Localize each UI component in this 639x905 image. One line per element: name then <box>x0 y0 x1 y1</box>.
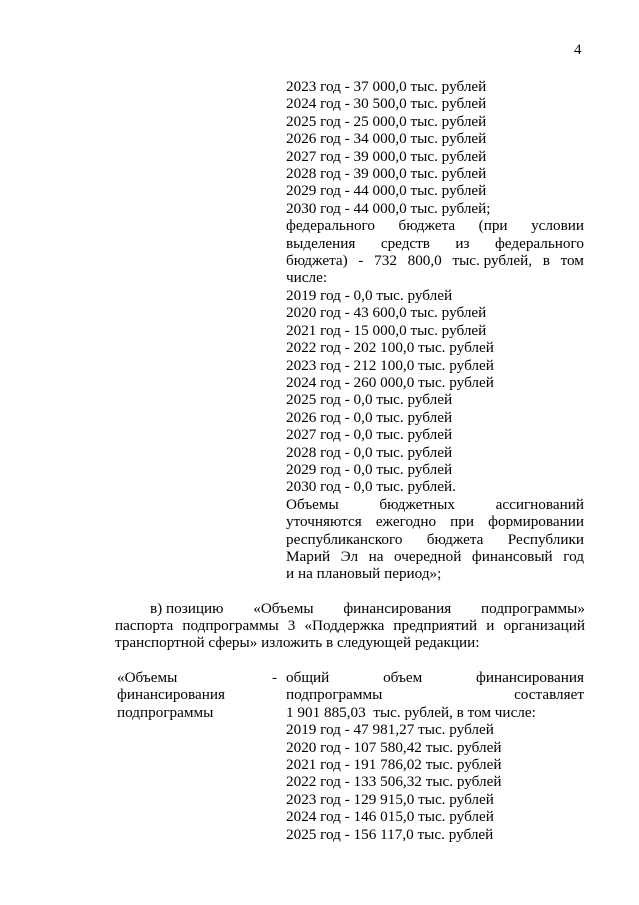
list-item: 2021 год - 191 786,02 тыс. рублей <box>286 756 502 774</box>
list-item: 2019 год - 0,0 тыс. рублей <box>286 286 453 304</box>
list-item: 2026 год - 0,0 тыс. рублей <box>286 408 453 426</box>
page-number: 4 <box>574 42 582 58</box>
paragraph-line: в) позицию «Объемы финансирования подпрограммы» <box>150 600 585 617</box>
list-item: 2025 год - 25 000,0 тыс. рублей <box>286 112 487 130</box>
federal-budget-line: федерального бюджета (при условии <box>286 217 584 235</box>
label-dash: - <box>271 669 277 686</box>
list-item: 2030 год - 44 000,0 тыс. рублей; <box>286 199 491 217</box>
list-item: 2024 год - 146 015,0 тыс. рублей <box>286 808 494 826</box>
note-line: Марий Эл на очередной финансовый год <box>286 547 584 565</box>
list-item: 2027 год - 0,0 тыс. рублей <box>286 426 453 444</box>
list-item: 2024 год - 30 500,0 тыс. рублей <box>286 95 487 113</box>
list-item: 2025 год - 0,0 тыс. рублей <box>286 391 453 409</box>
funding-details-column <box>286 78 584 583</box>
list-item: 2030 год - 0,0 тыс. рублей. <box>286 478 456 496</box>
list-item: 2021 год - 15 000,0 тыс. рублей <box>286 321 487 339</box>
list-item: 2029 год - 44 000,0 тыс. рублей <box>286 182 487 200</box>
note-line: и на плановый период»; <box>286 565 442 583</box>
federal-budget-line: выделения средств из федерального <box>286 234 584 252</box>
list-item: 2019 год - 47 981,27 тыс. рублей <box>286 721 494 739</box>
position-label: «Объемы - финансирования подпрограммы <box>117 669 277 721</box>
volume-line: 1 901 885,03 тыс. рублей, в том числе: <box>286 703 536 721</box>
paragraph-line: паспорта подпрограммы 3 «Поддержка предприятий и организаций <box>115 617 585 634</box>
volume-line: общий объем финансирования <box>286 669 584 686</box>
list-item: 2023 год - 37 000,0 тыс. рублей <box>286 78 487 95</box>
federal-budget-line: числе: <box>286 269 328 287</box>
note-line: республиканского бюджета Республики <box>286 530 584 548</box>
list-item: 2024 год - 260 000,0 тыс. рублей <box>286 373 494 391</box>
list-item: 2022 год - 202 100,0 тыс. рублей <box>286 339 494 357</box>
list-item: 2020 год - 43 600,0 тыс. рублей <box>286 304 487 322</box>
list-item: 2020 год - 107 580,42 тыс. рублей <box>286 738 502 756</box>
list-item: 2028 год - 39 000,0 тыс. рублей <box>286 165 487 183</box>
list-item: 2023 год - 129 915,0 тыс. рублей <box>286 790 494 808</box>
list-item: 2028 год - 0,0 тыс. рублей <box>286 443 453 461</box>
note-line: уточняются ежегодно при формировании <box>286 513 584 531</box>
federal-budget-line: бюджета) - 732 800,0 тыс. рублей, в том <box>286 252 584 270</box>
paragraph-line: транспортной сферы» изложить в следующей редакции: <box>115 634 480 651</box>
volume-line: подпрограммы составляет <box>286 686 584 704</box>
list-item: 2027 год - 39 000,0 тыс. рублей <box>286 147 487 165</box>
list-item: 2025 год - 156 117,0 тыс. рублей <box>286 825 494 843</box>
list-item: 2023 год - 212 100,0 тыс. рублей <box>286 356 494 374</box>
note-line: Объемы бюджетных ассигнований <box>286 495 584 513</box>
funding-volume-column <box>286 669 584 843</box>
list-item: 2026 год - 34 000,0 тыс. рублей <box>286 130 487 148</box>
list-item: 2022 год - 133 506,32 тыс. рублей <box>286 773 502 791</box>
list-item: 2029 год - 0,0 тыс. рублей <box>286 460 453 478</box>
